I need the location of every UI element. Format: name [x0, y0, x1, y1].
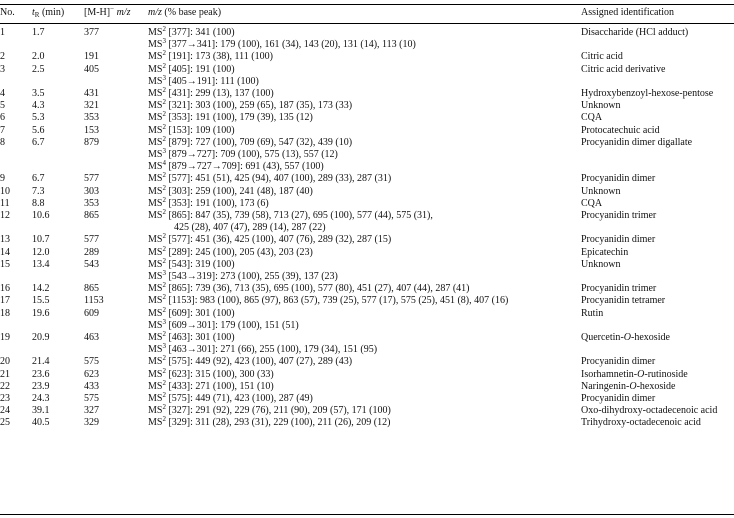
ms-order: 2	[162, 330, 166, 338]
row-no: 18	[0, 307, 10, 319]
row-no: 22	[0, 380, 10, 392]
ms-order: 3	[162, 317, 166, 326]
row-identification: Citric acid	[581, 51, 623, 63]
row-precursor-mz: 609	[84, 307, 99, 319]
row-retention-time: 8.8	[32, 197, 45, 209]
row-retention-time: 5.3	[32, 112, 45, 124]
row-ms-spectrum: $MS^2$ [865]: 847 (35), 739 (58), 713 (27), 695 (100), 577 (44), 575 (31),	[148, 208, 433, 221]
row-no: 1	[0, 27, 5, 38]
row-identification: Trihydroxy-octadecenoic acid	[581, 417, 701, 429]
ms-order: 2	[162, 293, 166, 302]
row-retention-time: 14.2	[32, 283, 50, 295]
row-ms-spectrum: $MS^3$ [609→301]: 179 (100), 151 (51)	[148, 317, 299, 331]
row-no: 19	[0, 332, 10, 343]
ms-order: 3	[162, 73, 166, 82]
row-identification: Procyanidin trimer	[581, 283, 657, 295]
row-no: 12	[0, 210, 10, 221]
header-mh-label: [M-H]	[84, 7, 111, 18]
row-ms-spectrum: $MS^2$ [431]: 299 (13), 137 (100)	[148, 86, 274, 99]
row-retention-time: 23.9	[32, 380, 50, 392]
row-no: 24	[0, 405, 10, 417]
row-retention-time: 19.6	[32, 307, 50, 319]
row-precursor-mz: 321	[84, 100, 99, 112]
row-ms-spectrum: $MS^2$ [153]: 109 (100)	[148, 122, 235, 136]
row-no: 17	[0, 295, 10, 307]
ms-order: 2	[162, 244, 166, 253]
row-identification: Hydroxybenzoyl-hexose-pentose	[581, 88, 714, 99]
row-retention-time: 13.4	[32, 258, 50, 270]
table-bottom-rule	[0, 514, 734, 515]
row-identification: Oxo-dihydroxy-octadecenoic acid	[581, 405, 718, 417]
row-retention-time: 6.7	[32, 136, 45, 148]
row-identification: Procyanidin dimer	[581, 234, 656, 246]
row-identification: Procyanidin dimer digallate	[581, 136, 693, 148]
ms-order: 3	[162, 269, 166, 277]
ms-order: 2	[162, 378, 166, 387]
row-identification: CQA	[581, 197, 603, 209]
row-precursor-mz: 577	[84, 173, 99, 185]
ms-order: 2	[162, 171, 166, 180]
row-no: 2	[0, 51, 5, 63]
row-identification: Rutin	[581, 307, 604, 319]
row-precursor-mz: 329	[84, 417, 99, 429]
row-retention-time: 40.5	[32, 417, 50, 429]
ms-order: 2	[162, 134, 166, 143]
row-ms-spectrum: $MS^4$ [879→727→709]: 691 (43), 557 (100)	[148, 159, 324, 173]
ms-order: 2	[162, 305, 166, 314]
row-retention-time: 5.6	[32, 124, 45, 136]
row-no: 4	[0, 88, 5, 99]
ms-order: 2	[162, 98, 166, 107]
row-ms-spectrum: $MS^2$ [321]: 303 (100), 259 (65), 187 (35), 173 (33)	[148, 98, 353, 112]
row-no: 6	[0, 112, 5, 124]
row-precursor-mz: 463	[84, 332, 99, 343]
row-no: 21	[0, 368, 10, 380]
ms-order: 2	[162, 366, 166, 375]
ms-order: 2	[162, 86, 166, 94]
row-no: 23	[0, 393, 10, 404]
row-identification: Isorhamnetin-O-rutinoside	[581, 368, 688, 380]
row-no: 13	[0, 234, 10, 246]
row-ms-spectrum: $MS^2$ [353]: 191 (100), 173 (6)	[148, 195, 269, 209]
table-header-rule	[0, 23, 734, 24]
row-retention-time: 15.5	[32, 295, 50, 307]
row-no: 14	[0, 246, 10, 258]
row-precursor-mz: 433	[84, 380, 99, 392]
row-precursor-mz: 153	[84, 124, 99, 136]
row-precursor-mz: 289	[84, 246, 99, 258]
oxygen-italic: O	[623, 332, 632, 343]
ms-order: 2	[162, 281, 166, 290]
row-precursor-mz: 303	[84, 185, 99, 197]
header-precursor-ion	[84, 7, 130, 19]
row-precursor-mz: 353	[84, 112, 99, 124]
row-identification: Procyanidin trimer	[581, 210, 657, 221]
header-mh-charge: −	[110, 5, 115, 13]
row-no: 11	[0, 197, 10, 209]
row-ms-spectrum: $MS^3$ [543→319]: 273 (100), 255 (39), 137 (23)	[148, 269, 338, 282]
row-retention-time: 2.0	[32, 51, 45, 63]
row-retention-time: 23.6	[32, 368, 50, 380]
row-no: 3	[0, 63, 5, 75]
row-ms-spectrum: $MS^2$ [377]: 341 (100)	[148, 25, 235, 38]
row-identification: Unknown	[581, 185, 621, 197]
row-no: 9	[0, 173, 5, 185]
row-ms-spectrum: $MS^2$ [329]: 311 (28), 293 (31), 229 (100), 211 (26), 209 (12)	[148, 415, 391, 429]
row-retention-time: 6.7	[32, 173, 45, 185]
row-ms-spectrum: $MS^2$ [609]: 301 (100)	[148, 305, 235, 319]
row-ms-spectrum: $MS^2$ [577]: 451 (36), 425 (100), 407 (76), 289 (32), 287 (15)	[148, 232, 392, 246]
row-retention-time: 10.7	[32, 234, 50, 246]
ms-order: 2	[162, 232, 166, 241]
header-t-subscript: R	[34, 11, 40, 19]
row-identification: Procyanidin dimer	[581, 356, 656, 368]
row-ms-spectrum: $MS^2$ [353]: 191 (100), 179 (39), 135 (12)	[148, 110, 313, 124]
row-precursor-mz: 879	[84, 136, 99, 148]
ms-order: 2	[162, 183, 166, 192]
row-identification: CQA	[581, 112, 603, 124]
oxygen-italic: O	[629, 380, 637, 392]
row-ms-spectrum: $MS^2$ [289]: 245 (100), 205 (43), 203 (23)	[148, 244, 313, 258]
row-precursor-mz: 327	[84, 405, 99, 417]
row-precursor-mz: 865	[84, 283, 99, 295]
row-retention-time: 2.5	[32, 63, 45, 75]
row-retention-time: 7.3	[32, 185, 45, 197]
row-identification: Quercetin-O-hexoside	[581, 332, 670, 343]
row-precursor-mz: 1153	[84, 295, 104, 307]
row-identification: Procyanidin dimer	[581, 173, 656, 185]
row-precursor-mz: 431	[84, 88, 99, 99]
ms-order: 2	[162, 415, 166, 424]
header-fragments	[148, 7, 221, 19]
row-identification: Unknown	[581, 258, 621, 270]
row-retention-time: 1.7	[32, 27, 45, 38]
ms-order: 2	[162, 110, 166, 119]
row-precursor-mz: 623	[84, 368, 99, 380]
row-no: 15	[0, 258, 10, 270]
row-no: 8	[0, 136, 5, 148]
ms-order: 2	[162, 61, 166, 70]
row-retention-time: 39.1	[32, 405, 50, 417]
row-ms-spectrum: $MS^3$ [879→727]: 709 (100), 575 (13), 557 (12)	[148, 147, 338, 160]
row-ms-spectrum: $MS^2$ [191]: 173 (38), 111 (100)	[148, 49, 273, 63]
row-precursor-mz: 191	[84, 51, 99, 63]
row-retention-time: 20.9	[32, 332, 50, 343]
row-ms-spectrum: $MS^2$ [433]: 271 (100), 151 (10)	[148, 378, 274, 392]
row-retention-time: 3.5	[32, 88, 45, 99]
row-no: 5	[0, 100, 5, 112]
row-no: 25	[0, 417, 10, 429]
row-precursor-mz: 405	[84, 63, 99, 75]
ms-order: 2	[162, 195, 166, 204]
header-mz-italic: m/z	[148, 7, 162, 18]
row-ms-spectrum: $MS^2$ [575]: 449 (92), 423 (100), 407 (27), 289 (43)	[148, 354, 353, 368]
row-ms-spectrum: $MS^3$ [377→341]: 179 (100), 161 (34), 143 (20), 131 (14), 113 (10)	[148, 37, 416, 51]
row-precursor-mz: 865	[84, 210, 99, 221]
ms-order: 2	[162, 208, 166, 216]
row-ms-spectrum: $MS^2$ [577]: 451 (51), 425 (94), 407 (100), 289 (33), 287 (31)	[148, 171, 392, 185]
row-ms-spectrum: $MS^2$ [623]: 315 (100), 300 (33)	[148, 366, 274, 380]
row-identification: Protocatechuic acid	[581, 124, 660, 136]
header-t-unit: (min)	[39, 7, 65, 18]
ms-order: 3	[162, 342, 166, 351]
row-precursor-mz: 575	[84, 393, 99, 404]
row-identification: Naringenin-O-hexoside	[581, 380, 676, 392]
row-identification: Procyanidin dimer	[581, 393, 656, 404]
row-ms-spectrum: 425 (28), 407 (47), 289 (14), 287 (22)	[174, 222, 326, 234]
row-no: 16	[0, 283, 10, 295]
ms-order: 2	[162, 391, 166, 399]
header-identification: Assigned identification	[581, 7, 675, 18]
row-ms-spectrum: $MS^2$ [303]: 259 (100), 241 (48), 187 (40)	[148, 183, 313, 197]
row-identification: Epicatechin	[581, 246, 629, 258]
row-no: 7	[0, 124, 5, 136]
row-ms-spectrum: $MS^2$ [463]: 301 (100)	[148, 330, 235, 343]
row-retention-time: 21.4	[32, 356, 50, 368]
ms-order: 2	[162, 403, 166, 412]
row-precursor-mz: 575	[84, 356, 99, 368]
row-retention-time: 4.3	[32, 100, 45, 112]
ms-order: 2	[162, 25, 166, 33]
row-precursor-mz: 543	[84, 258, 99, 270]
ms-order: 2	[162, 354, 166, 363]
ms-order: 3	[162, 147, 166, 155]
row-retention-time: 12.0	[32, 246, 50, 258]
row-ms-spectrum: $MS^2$ [327]: 291 (92), 229 (76), 211 (90), 209 (57), 171 (100)	[148, 403, 391, 417]
row-identification: Citric acid derivative	[581, 63, 666, 75]
row-ms-spectrum: $MS^3$ [405→191]: 111 (100)	[148, 73, 259, 87]
header-retention-time	[32, 7, 64, 19]
row-no: 20	[0, 356, 10, 368]
row-ms-spectrum: $MS^2$ [1153]: 983 (100), 865 (97), 863 (57), 739 (25), 577 (17), 575 (25), 451 (8), 407 (16)	[148, 293, 509, 307]
oxygen-italic: O	[637, 368, 645, 380]
row-retention-time: 10.6	[32, 210, 50, 221]
row-ms-spectrum: $MS^2$ [543]: 319 (100)	[148, 256, 235, 270]
ms-order: 2	[162, 122, 166, 131]
header-t-symbol: t	[32, 7, 35, 18]
row-ms-spectrum: $MS^2$ [865]: 739 (36), 713 (35), 695 (100), 577 (80), 451 (27), 407 (44), 287 (41)	[148, 281, 470, 295]
header-mz-rest: (% base peak)	[161, 7, 222, 18]
row-identification: Procyanidin tetramer	[581, 295, 666, 307]
row-precursor-mz: 377	[84, 27, 99, 38]
row-precursor-mz: 353	[84, 197, 99, 209]
ms-order: 3	[162, 37, 166, 46]
row-identification: Unknown	[581, 100, 621, 112]
row-no: 10	[0, 185, 10, 197]
row-ms-spectrum: $MS^2$ [405]: 191 (100)	[148, 61, 235, 75]
header-no: No.	[0, 7, 15, 18]
row-identification: Disaccharide (HCl adduct)	[581, 27, 689, 38]
header-mh-mz: m/z	[114, 7, 131, 18]
ms-order: 2	[162, 49, 166, 58]
row-ms-spectrum: $MS^2$ [879]: 727 (100), 709 (69), 547 (32), 439 (10)	[148, 134, 353, 148]
ms-order: 4	[162, 159, 166, 168]
row-precursor-mz: 577	[84, 234, 99, 246]
row-ms-spectrum: $MS^3$ [463→301]: 271 (66), 255 (100), 179 (34), 151 (95)	[148, 342, 378, 356]
row-ms-spectrum: $MS^2$ [575]: 449 (71), 423 (100), 287 (49)	[148, 391, 313, 404]
ms-order: 2	[162, 256, 166, 265]
row-retention-time: 24.3	[32, 393, 50, 404]
